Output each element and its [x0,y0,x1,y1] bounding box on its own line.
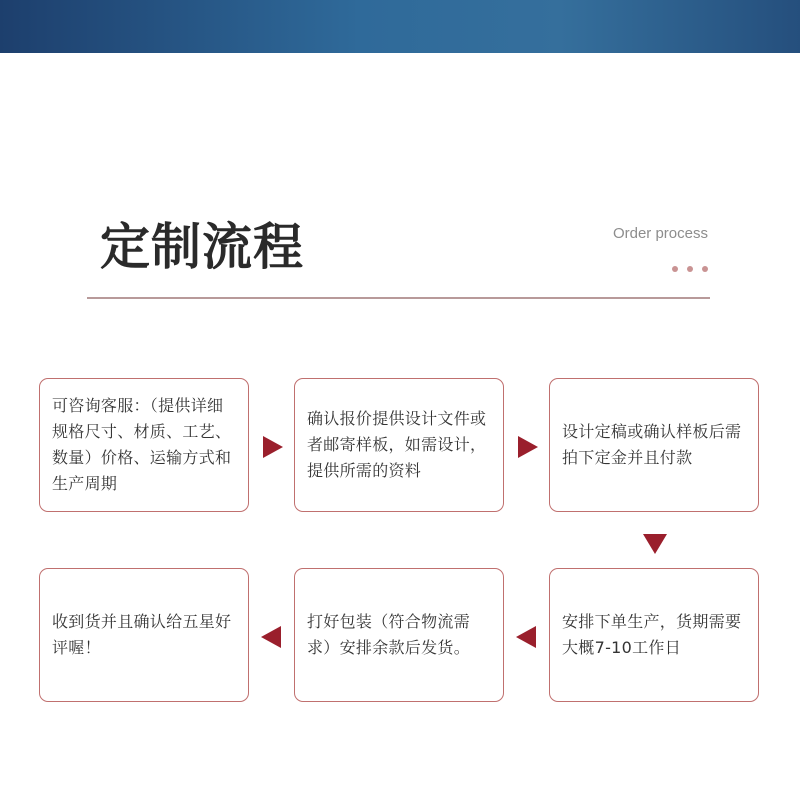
arrow-down-icon [643,534,667,554]
dot-icon [687,266,693,272]
dot-icon [672,266,678,272]
step-2-box [294,378,504,512]
step-6-box [39,568,249,702]
arrow-right-icon [518,436,538,458]
step-4-box [549,568,759,702]
dot-icon [702,266,708,272]
arrow-left-icon [261,626,281,648]
step-5-box [294,568,504,702]
step-1-box [39,378,249,512]
step-2-text: 确认报价提供设计文件或者邮寄样板，如需设计，提供所需的资料 [307,409,487,480]
page-subtitle: Order process [612,225,708,242]
step-3-box [549,378,759,512]
step-5-text: 打好包装（符合物流需求）安排余款后发货。 [307,612,471,657]
step-6-text: 收到货并且确认给五星好评喔！ [52,612,232,657]
decorative-dots [672,266,712,274]
arrow-left-icon [516,626,536,648]
step-4-text: 安排下单生产，货期需要大概7-10工作日 [562,612,742,657]
header-divider [87,297,710,299]
step-1-text: 可咨询客服：（提供详细规格尺寸、材质、工艺、数量）价格、运输方式和生产周期 [52,396,232,493]
top-banner [0,0,800,53]
arrow-right-icon [263,436,283,458]
page-title: 定制流程 [100,218,304,276]
step-3-text: 设计定稿或确认样板后需拍下定金并且付款 [562,422,742,467]
